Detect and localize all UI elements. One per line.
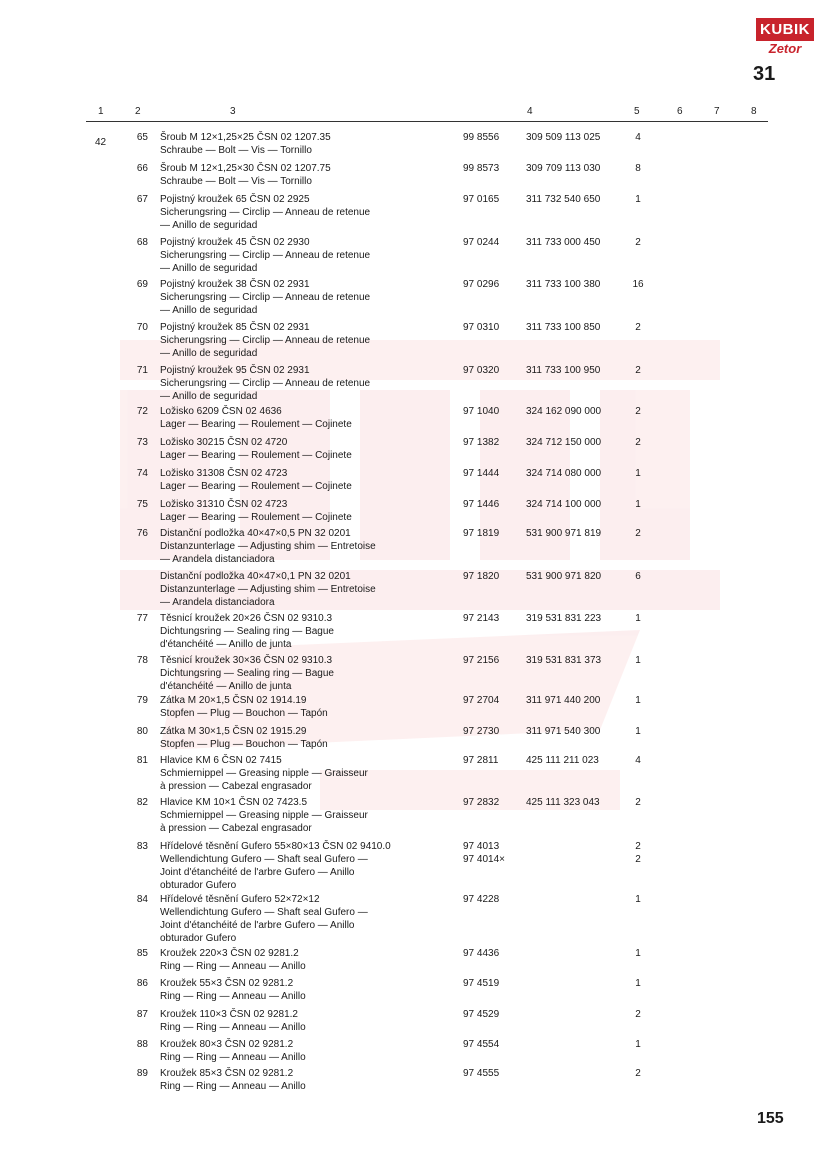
part-number-value: 97 2811 [463, 755, 499, 766]
description-line: — Anillo de seguridad [160, 391, 258, 402]
part-number [463, 364, 523, 377]
part-number-value: 97 2704 [463, 695, 500, 706]
position-number: 88 [136, 1039, 148, 1050]
description-line: Stopfen — Plug — Bouchon — Tapón [160, 708, 328, 719]
position-number: 70 [136, 322, 148, 333]
description-line: Distanční podložka 40×47×0,5 PN 32 0201 [160, 528, 351, 539]
catalog-code: 311 971 540 300 [526, 726, 601, 737]
part-description [160, 1067, 455, 1093]
quantity-value: 2 [635, 322, 641, 333]
part-number [463, 527, 523, 540]
position-number: 72 [136, 406, 148, 417]
header-rule [86, 121, 768, 122]
description-line: Pojistný kroužek 38 ČSN 02 2931 [160, 279, 310, 290]
part-description [160, 162, 455, 188]
part-description [160, 840, 455, 892]
description-line: Těsnicí kroužek 20×26 ČSN 02 9310.3 [160, 613, 333, 624]
description-line: Schraube — Bolt — Vis — Tornillo [160, 145, 312, 156]
position-number: 82 [136, 797, 148, 808]
description-line: à pression — Cabezal engrasador [160, 823, 312, 834]
description-line: Zátka M 20×1,5 ČSN 02 1914.19 [160, 695, 307, 706]
catalog-code: 319 531 831 223 [526, 613, 602, 624]
description-line: d'étanchéité — Anillo de junta [160, 639, 292, 650]
position-number: 79 [136, 695, 148, 706]
part-number-value: 97 0296 [463, 279, 500, 290]
quantity-value: 1 [635, 894, 641, 905]
quantity [628, 654, 648, 667]
description-line: — Anillo de seguridad [160, 220, 258, 231]
description-line: Těsnicí kroužek 30×36 ČSN 02 9310.3 [160, 655, 333, 666]
part-number [463, 796, 523, 809]
quantity-value: 8 [635, 163, 641, 174]
part-number-value: 99 8556 [463, 132, 500, 143]
part-number [463, 570, 523, 583]
quantity-value: 1 [635, 655, 641, 666]
description-line: Joint d'étanchéité de l'arbre Gufero — Anillo [160, 920, 355, 931]
description-line: Zátka M 30×1,5 ČSN 02 1915.29 [160, 726, 307, 737]
part-number-value: 97 4228 [463, 894, 500, 905]
column-header-6: 6 [677, 106, 683, 117]
quantity-value: 2 [635, 797, 641, 808]
description-line: Kroužek 110×3 ČSN 02 9281.2 [160, 1009, 298, 1020]
section-number: 31 [753, 63, 776, 85]
quantity [628, 570, 648, 583]
quantity-value: 2 [635, 406, 641, 417]
description-line: obturador Gufero [160, 933, 237, 944]
description-line: Ložisko 30215 ČSN 02 4720 [160, 437, 288, 448]
part-description [160, 694, 455, 720]
part-number-value: 97 2832 [463, 797, 500, 808]
description-line: Dichtungsring — Sealing ring — Bague [160, 626, 334, 637]
part-number-value: 97 1820 [463, 571, 500, 582]
part-description [160, 977, 455, 1003]
part-number [463, 193, 523, 206]
description-line: Lager — Bearing — Roulement — Cojinete [160, 512, 352, 523]
quantity-value: 1 [635, 194, 641, 205]
part-number [463, 893, 523, 906]
part-description [160, 947, 455, 973]
description-line: Sicherungsring — Circlip — Anneau de retenue [160, 292, 371, 303]
quantity-value: 4 [635, 755, 641, 766]
description-line: Lager — Bearing — Roulement — Cojinete [160, 481, 352, 492]
catalog-code: 311 732 540 650 [526, 194, 601, 205]
part-description [160, 193, 455, 232]
description-line: — Anillo de seguridad [160, 263, 258, 274]
quantity [628, 977, 648, 990]
kubik-zetor-logo [756, 18, 814, 56]
description-line: Hřídelové těsnění Gufero 52×72×12 [160, 894, 320, 905]
part-description [160, 1008, 455, 1034]
description-line: Šroub M 12×1,25×25 ČSN 02 1207.35 [160, 132, 331, 143]
catalog-code: 324 162 090 000 [526, 406, 602, 417]
group-number: 42 [95, 137, 107, 148]
logo-kubik-text: KUBIK [756, 18, 814, 41]
quantity [628, 321, 648, 334]
description-line: Ložisko 6209 ČSN 02 4636 [160, 406, 282, 417]
position-number: 89 [136, 1068, 148, 1079]
part-description [160, 467, 455, 493]
quantity [628, 754, 648, 767]
quantity [628, 193, 648, 206]
description-line: Hřídelové těsnění Gufero 55×80×13 ČSN 02 9410.0 [160, 841, 391, 852]
quantity [628, 840, 648, 866]
description-line: Ložisko 31310 ČSN 02 4723 [160, 499, 288, 510]
catalog-code: 309 709 113 030 [526, 163, 601, 174]
position-number: 78 [136, 655, 148, 666]
column-header-2: 2 [135, 106, 141, 117]
description-line: Šroub M 12×1,25×30 ČSN 02 1207.75 [160, 163, 331, 174]
description-line: Ring — Ring — Anneau — Anillo [160, 991, 306, 1002]
description-line: Pojistný kroužek 65 ČSN 02 2925 [160, 194, 310, 205]
quantity-value: 1 [635, 726, 641, 737]
part-number [463, 1067, 523, 1080]
quantity [628, 1008, 648, 1021]
part-number-value: 97 0244 [463, 237, 500, 248]
position-number: 83 [136, 841, 148, 852]
quantity-value: 2 [635, 365, 641, 376]
catalog-code: 311 733 000 450 [526, 237, 601, 248]
part-number-value: 97 1444 [463, 468, 500, 479]
description-line: Pojistný kroužek 85 ČSN 02 2931 [160, 322, 310, 333]
part-description [160, 498, 455, 524]
position-number: 73 [136, 437, 148, 448]
description-line: d'étanchéité — Anillo de junta [160, 681, 292, 692]
description-line: — Arandela distanciadora [160, 554, 275, 565]
part-number-value: 99 8573 [463, 163, 500, 174]
quantity-value: 2 [635, 854, 641, 865]
quantity-value: 1 [635, 468, 641, 479]
part-number-value: 97 1819 [463, 528, 500, 539]
part-number-value: 97 4554 [463, 1039, 500, 1050]
part-number-value: 97 0165 [463, 194, 500, 205]
part-number-value: 97 4519 [463, 978, 500, 989]
quantity [628, 1038, 648, 1051]
quantity-value: 2 [635, 1068, 641, 1079]
position-number: 65 [136, 132, 148, 143]
quantity-value: 1 [635, 1039, 641, 1050]
position-number: 81 [136, 755, 148, 766]
description-line: Wellendichtung Gufero — Shaft seal Gufero — [160, 907, 368, 918]
position-number: 75 [136, 499, 148, 510]
description-line: Kroužek 55×3 ČSN 02 9281.2 [160, 978, 294, 989]
description-line: Schmiernippel — Greasing nipple — Graisseur [160, 810, 368, 821]
quantity [628, 527, 648, 540]
part-description [160, 893, 455, 945]
quantity-value: 2 [635, 528, 641, 539]
description-line: à pression — Cabezal engrasador [160, 781, 312, 792]
part-number-value: 97 1382 [463, 437, 500, 448]
part-number-value: 97 4555 [463, 1068, 500, 1079]
quantity-value: 1 [635, 499, 641, 510]
description-line: obturador Gufero [160, 880, 237, 891]
quantity [628, 364, 648, 377]
catalog-code: 311 971 440 200 [526, 695, 601, 706]
column-header-5: 5 [634, 106, 640, 117]
description-line: Sicherungsring — Circlip — Anneau de retenue [160, 250, 371, 261]
catalog-code: 425 111 211 023 [526, 755, 599, 766]
quantity [628, 467, 648, 480]
part-number-value: 97 0310 [463, 322, 500, 333]
position-number: 77 [136, 613, 148, 624]
position-number: 69 [136, 279, 148, 290]
part-number [463, 612, 523, 625]
position-number: 85 [136, 948, 148, 959]
part-description [160, 754, 455, 793]
quantity [628, 947, 648, 960]
part-number [463, 436, 523, 449]
part-number [463, 754, 523, 767]
position-number: 66 [136, 163, 148, 174]
description-line: Ring — Ring — Anneau — Anillo [160, 1081, 306, 1092]
position-number: 67 [136, 194, 148, 205]
part-description [160, 236, 455, 275]
column-header-7: 7 [714, 106, 720, 117]
part-number [463, 162, 523, 175]
quantity-value: 1 [635, 613, 641, 624]
quantity-value: 2 [635, 1009, 641, 1020]
part-number-value: 97 1446 [463, 499, 500, 510]
column-header-3: 3 [230, 106, 236, 117]
quantity [628, 612, 648, 625]
part-description [160, 278, 455, 317]
part-description [160, 725, 455, 751]
part-number [463, 840, 523, 866]
description-line: Pojistný kroužek 45 ČSN 02 2930 [160, 237, 310, 248]
description-line: Sicherungsring — Circlip — Anneau de retenue [160, 335, 371, 346]
description-line: Stopfen — Plug — Bouchon — Tapón [160, 739, 328, 750]
description-line: Schmiernippel — Greasing nipple — Graisseur [160, 768, 368, 779]
quantity [628, 694, 648, 707]
position-number: 84 [136, 894, 148, 905]
quantity-value: 16 [632, 279, 644, 290]
description-line: Distanční podložka 40×47×0,1 PN 32 0201 [160, 571, 351, 582]
part-description [160, 364, 455, 403]
catalog-code: 309 509 113 025 [526, 132, 601, 143]
catalog-code: 311 733 100 950 [526, 365, 601, 376]
part-description [160, 570, 455, 609]
column-header-8: 8 [751, 106, 757, 117]
part-number-value: 97 1040 [463, 406, 500, 417]
quantity-value: 4 [635, 132, 641, 143]
quantity [628, 278, 648, 291]
quantity [628, 725, 648, 738]
part-number [463, 498, 523, 511]
page-number: 155 [757, 1110, 784, 1127]
part-number [463, 694, 523, 707]
quantity [628, 1067, 648, 1080]
description-line: Sicherungsring — Circlip — Anneau de retenue [160, 207, 371, 218]
description-line: Ložisko 31308 ČSN 02 4723 [160, 468, 288, 479]
description-line: Sicherungsring — Circlip — Anneau de retenue [160, 378, 371, 389]
description-line: Lager — Bearing — Roulement — Cojinete [160, 419, 352, 430]
description-line: Ring — Ring — Anneau — Anillo [160, 1052, 306, 1063]
part-number [463, 947, 523, 960]
part-description [160, 405, 455, 431]
description-line: Distanzunterlage — Adjusting shim — Entretoise [160, 584, 376, 595]
column-header-4: 4 [527, 106, 533, 117]
catalog-code: 531 900 971 820 [526, 571, 602, 582]
description-line: Ring — Ring — Anneau — Anillo [160, 1022, 306, 1033]
part-number [463, 1008, 523, 1021]
part-number [463, 1038, 523, 1051]
part-number-value: 97 4436 [463, 948, 500, 959]
part-description [160, 612, 455, 651]
part-number [463, 467, 523, 480]
catalog-code: 311 733 100 380 [526, 279, 601, 290]
description-line: Pojistný kroužek 95 ČSN 02 2931 [160, 365, 310, 376]
part-number [463, 725, 523, 738]
part-description [160, 527, 455, 566]
catalog-code: 324 712 150 000 [526, 437, 602, 448]
part-number [463, 405, 523, 418]
part-description [160, 436, 455, 462]
quantity [628, 796, 648, 809]
quantity [628, 162, 648, 175]
part-number-value: 97 2156 [463, 655, 500, 666]
description-line: Wellendichtung Gufero — Shaft seal Gufero — [160, 854, 368, 865]
part-description [160, 131, 455, 157]
catalog-code: 319 531 831 373 [526, 655, 602, 666]
part-description [160, 654, 455, 693]
quantity-value: 1 [635, 948, 641, 959]
quantity [628, 498, 648, 511]
position-number: 87 [136, 1009, 148, 1020]
part-description [160, 321, 455, 360]
position-number: 86 [136, 978, 148, 989]
description-line: Lager — Bearing — Roulement — Cojinete [160, 450, 352, 461]
description-line: Dichtungsring — Sealing ring — Bague [160, 668, 334, 679]
part-number [463, 654, 523, 667]
catalog-code: 531 900 971 819 [526, 528, 602, 539]
part-number-value: 97 0320 [463, 365, 500, 376]
part-number [463, 236, 523, 249]
description-line: Kroužek 220×3 ČSN 02 9281.2 [160, 948, 299, 959]
part-number [463, 321, 523, 334]
description-line: Ring — Ring — Anneau — Anillo [160, 961, 306, 972]
quantity-value: 6 [635, 571, 641, 582]
part-number-value: 97 4014× [463, 854, 505, 865]
catalog-code: 324 714 100 000 [526, 499, 602, 510]
description-line: Joint d'étanchéité de l'arbre Gufero — Anillo [160, 867, 355, 878]
quantity [628, 131, 648, 144]
quantity [628, 405, 648, 418]
quantity-value: 2 [635, 237, 641, 248]
quantity-value: 2 [635, 841, 641, 852]
part-number-value: 97 4013 [463, 841, 500, 852]
quantity [628, 893, 648, 906]
part-number-value: 97 4529 [463, 1009, 500, 1020]
catalog-code: 324 714 080 000 [526, 468, 602, 479]
part-description [160, 796, 455, 835]
catalog-code: 425 111 323 043 [526, 797, 600, 808]
quantity-value: 1 [635, 978, 641, 989]
position-number: 80 [136, 726, 148, 737]
part-description [160, 1038, 455, 1064]
description-line: — Arandela distanciadora [160, 597, 275, 608]
part-number-value: 97 2730 [463, 726, 500, 737]
catalog-code: 311 733 100 850 [526, 322, 601, 333]
description-line: — Anillo de seguridad [160, 305, 258, 316]
position-number: 76 [136, 528, 148, 539]
logo-zetor-text: Zetor [768, 41, 802, 56]
part-number-value: 97 2143 [463, 613, 500, 624]
part-number [463, 131, 523, 144]
part-number [463, 977, 523, 990]
description-line: — Anillo de seguridad [160, 348, 258, 359]
quantity [628, 436, 648, 449]
description-line: Kroužek 80×3 ČSN 02 9281.2 [160, 1039, 294, 1050]
quantity-value: 2 [635, 437, 641, 448]
quantity [628, 236, 648, 249]
description-line: Hlavice KM 10×1 ČSN 02 7423.5 [160, 797, 308, 808]
position-number: 71 [136, 365, 148, 376]
description-line: Distanzunterlage — Adjusting shim — Entretoise [160, 541, 376, 552]
quantity-value: 1 [635, 695, 641, 706]
position-number: 74 [136, 468, 148, 479]
description-line: Schraube — Bolt — Vis — Tornillo [160, 176, 312, 187]
description-line: Kroužek 85×3 ČSN 02 9281.2 [160, 1068, 294, 1079]
part-number [463, 278, 523, 291]
position-number: 68 [136, 237, 148, 248]
column-header-1: 1 [98, 106, 104, 117]
description-line: Hlavice KM 6 ČSN 02 7415 [160, 755, 282, 766]
